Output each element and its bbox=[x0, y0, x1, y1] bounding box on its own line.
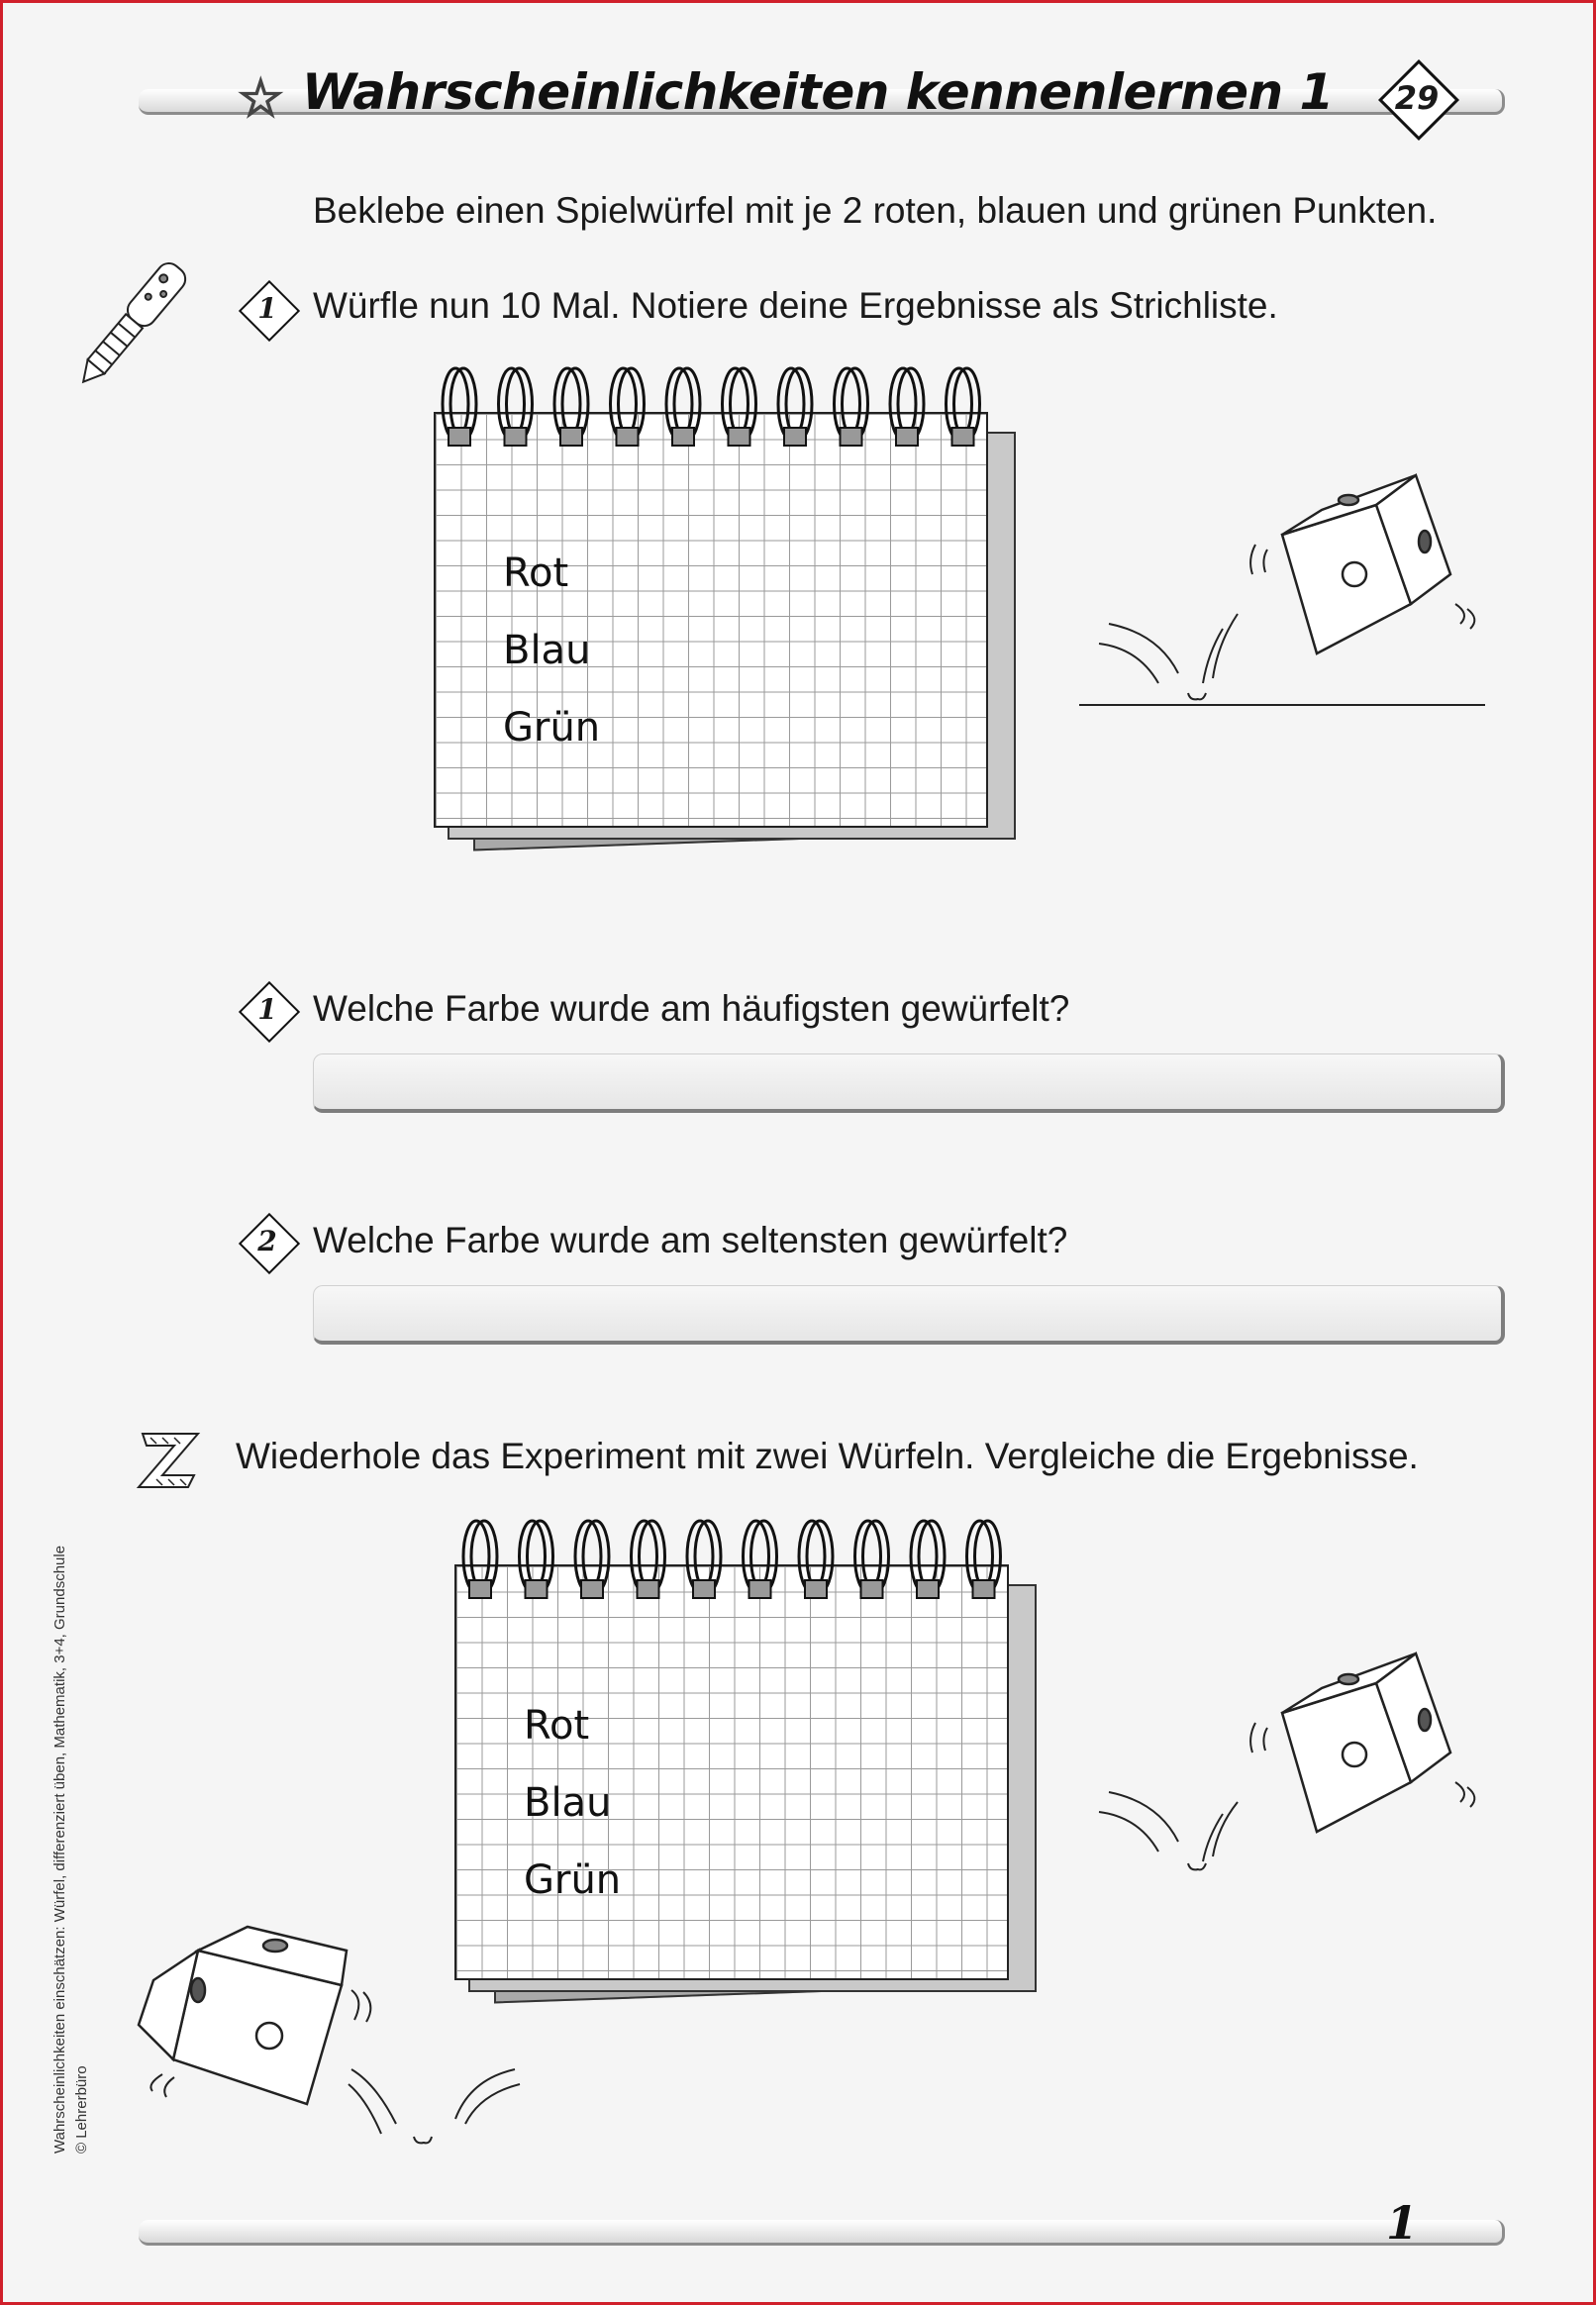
task-1-text: Würfle nun 10 Mal. Notiere deine Ergebnisse als Strichliste. bbox=[313, 285, 1278, 326]
tally-label-rot: Rot bbox=[524, 1703, 590, 1749]
answer-field-1[interactable] bbox=[313, 1053, 1505, 1113]
question-1-text: Welche Farbe wurde am häufigsten gewürfelt? bbox=[313, 988, 1070, 1029]
star-icon: ☆ bbox=[238, 70, 284, 128]
grid-sheet bbox=[454, 1564, 1009, 1980]
dice-icon bbox=[1099, 1644, 1495, 1881]
tally-label-gruen: Grün bbox=[503, 705, 601, 751]
tally-label-rot: Rot bbox=[503, 551, 569, 596]
grid-sheet bbox=[434, 412, 988, 828]
question-2-badge: 2 bbox=[238, 1212, 297, 1271]
side-credit bbox=[50, 1546, 93, 2154]
page-title: Wahrscheinlichkeiten kennenlernen 1 bbox=[302, 63, 1334, 121]
tally-label-gruen: Grün bbox=[524, 1857, 622, 1903]
tally-label-blau: Blau bbox=[503, 628, 591, 673]
footer-bar bbox=[139, 2220, 1505, 2246]
question-2-text: Welche Farbe wurde am seltensten gewürfelt? bbox=[313, 1220, 1068, 1260]
dice-icon bbox=[1079, 465, 1495, 713]
page-badge bbox=[1380, 61, 1453, 135]
intro-text: Beklebe einen Spielwürfel mit je 2 roten, blauen und grünen Punkten. bbox=[313, 190, 1438, 231]
tally-label-blau: Blau bbox=[524, 1780, 612, 1826]
z-extra-icon bbox=[137, 1430, 202, 1491]
task-1-badge: 1 bbox=[238, 279, 297, 339]
page-badge-number: 29 bbox=[1394, 79, 1440, 117]
dice-icon bbox=[139, 1921, 535, 2158]
side-credit-line-2: © Lehrerbüro bbox=[73, 2065, 90, 2154]
extra-task-text: Wiederhole das Experiment mit zwei Würfeln. Vergleiche die Ergebnisse. bbox=[236, 1436, 1419, 1476]
question-1-badge: 1 bbox=[238, 980, 297, 1040]
page-number: 1 bbox=[1386, 2196, 1419, 2250]
spiral-rings bbox=[454, 1517, 1009, 1606]
side-credit-line-1: Wahrscheinlichkeiten einschätzen: Würfel, differenziert üben, Mathematik, 3+4, Grundschule bbox=[51, 1545, 68, 2154]
answer-field-2[interactable] bbox=[313, 1285, 1505, 1345]
spiral-rings bbox=[434, 364, 988, 453]
